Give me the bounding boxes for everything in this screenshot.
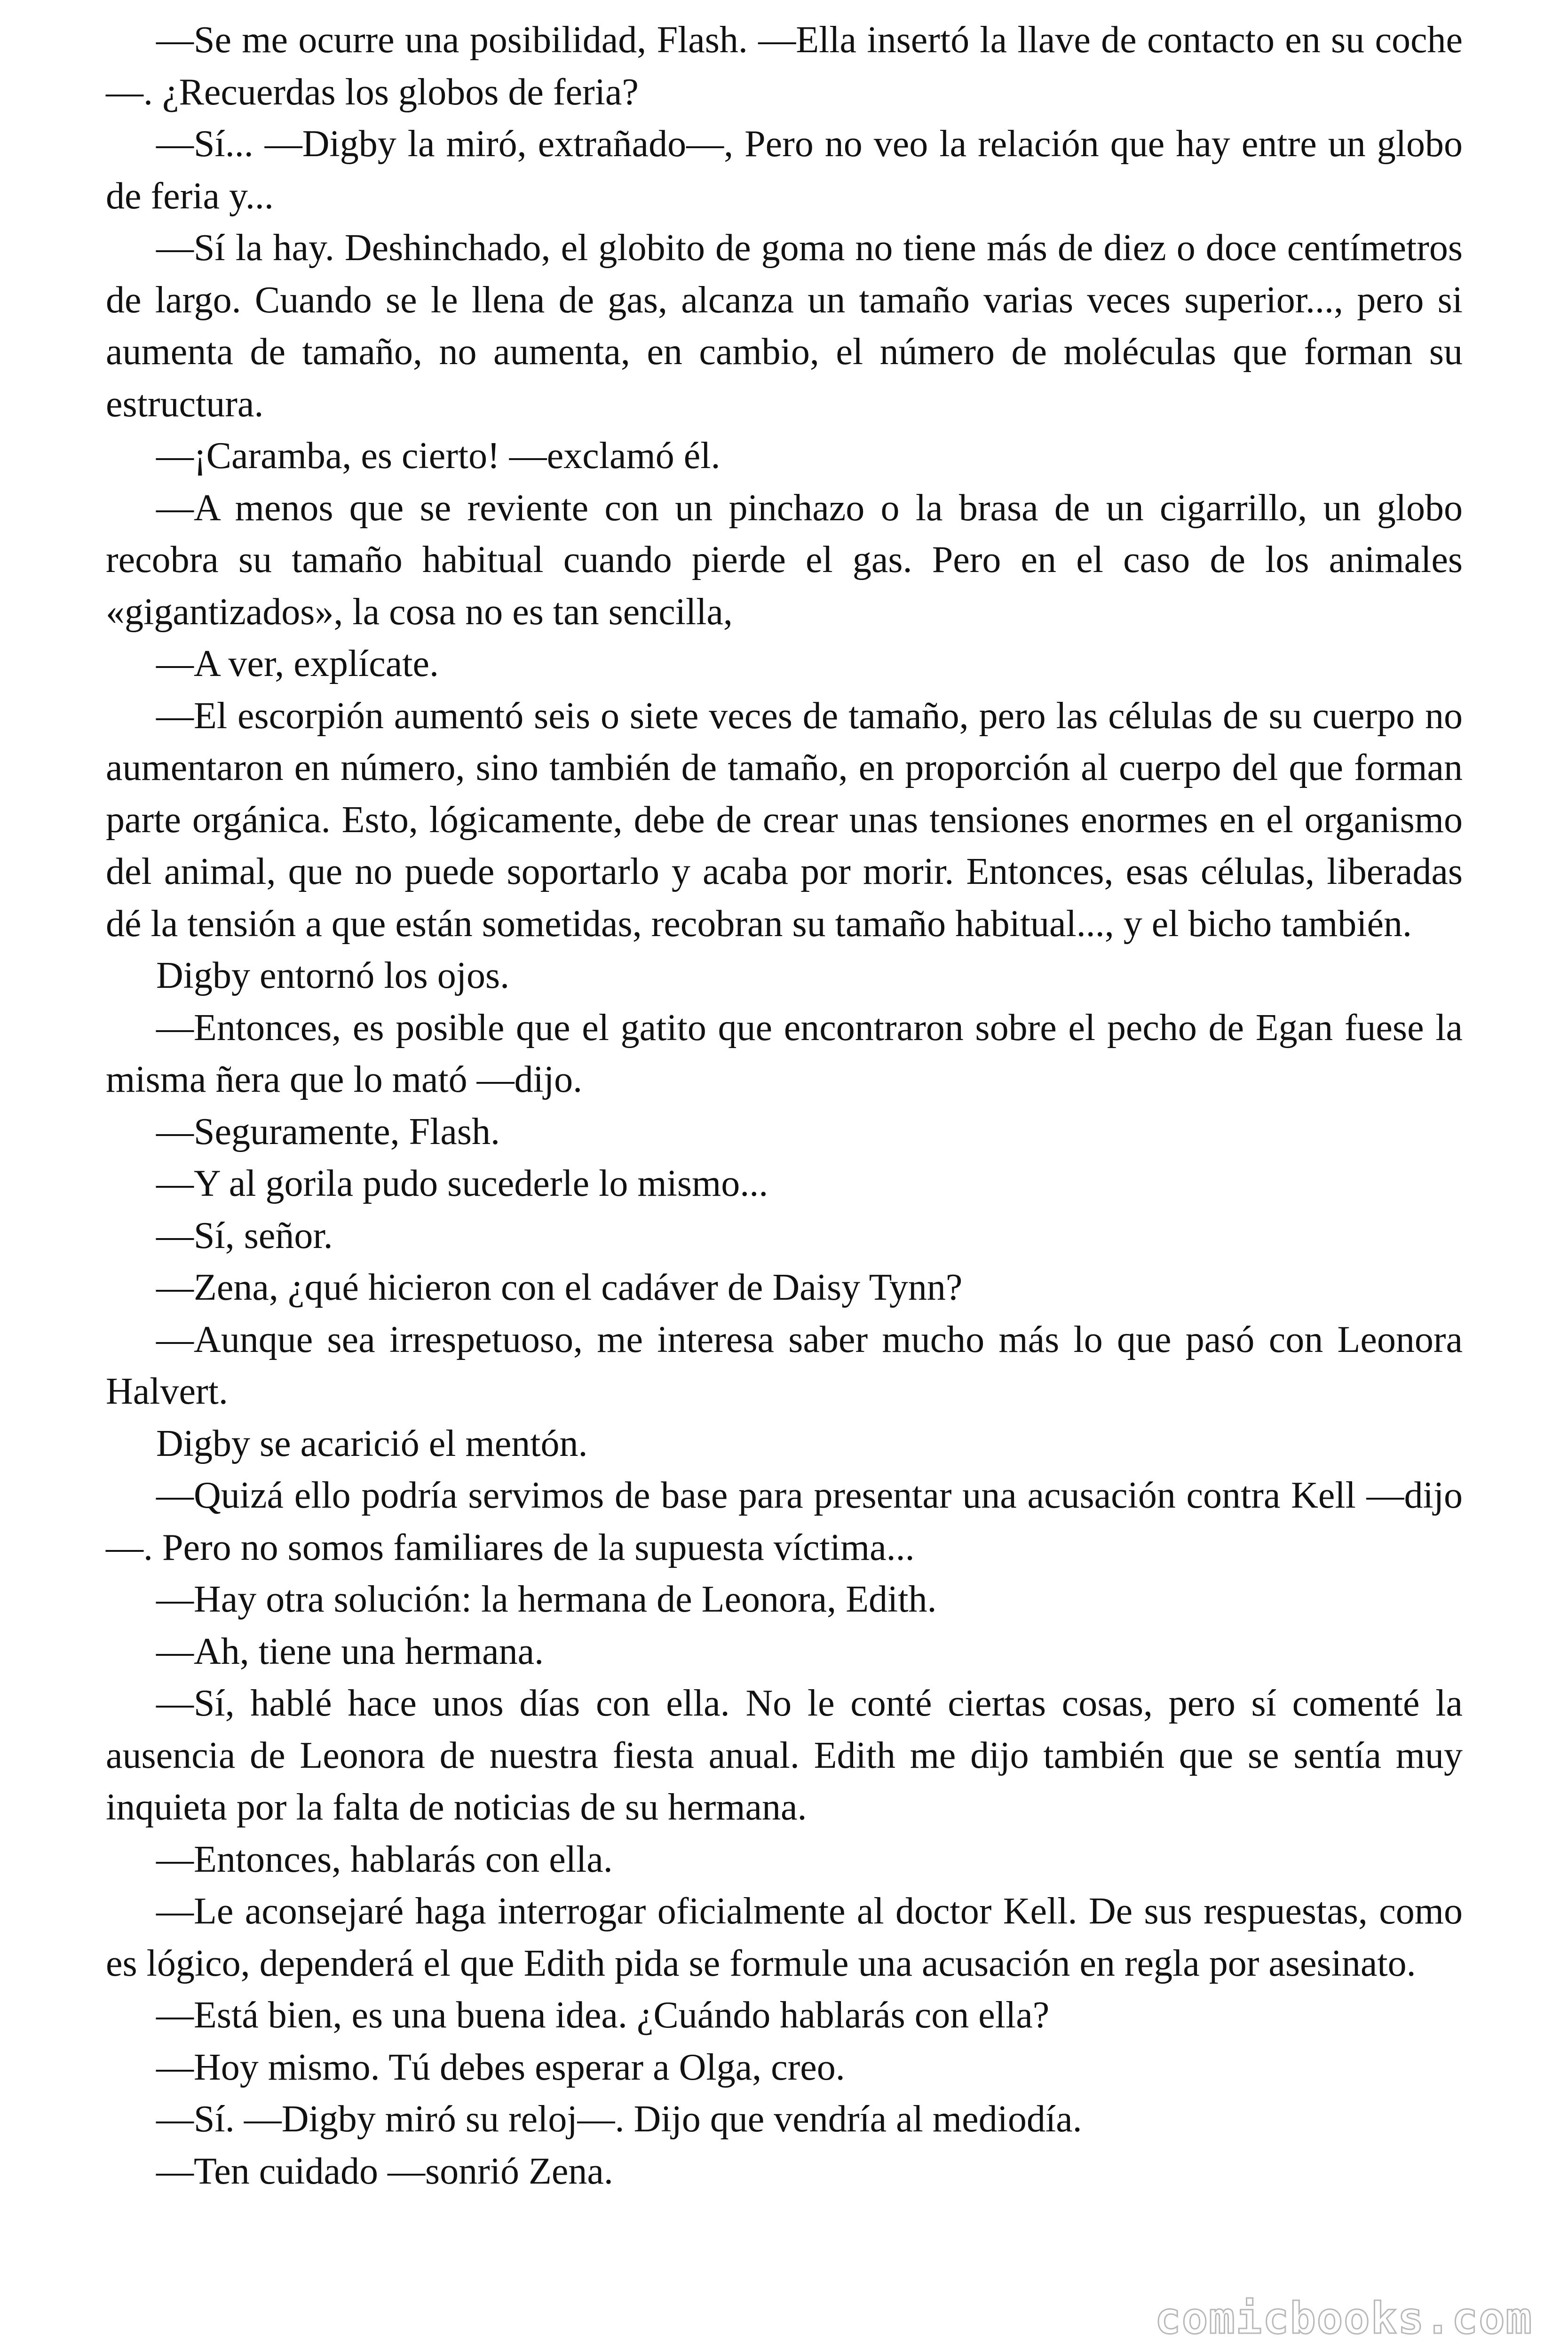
paragraph: —¡Caramba, es cierto! —exclamó él. <box>156 435 721 477</box>
paragraph: —Sí, hablé hace unos días con ella. No le conté ciertas cosas, pero sí comenté la ausencia de Leonora de nuestra fiesta anual. Edith me dijo también que se sentía muy inquieta por la falta de noticias de su hermana. <box>106 1683 1463 1828</box>
paragraph: —Quizá ello podría servimos de base para presentar una acusación contra Kell —dijo—. Pero no somos familiares de la supuesta víctima... <box>106 1475 1463 1568</box>
paragraph: —Y al gorila pudo sucederle lo mismo... <box>156 1163 768 1204</box>
paragraph: —Entonces, es posible que el gatito que encontraron sobre el pecho de Egan fuese la misma ñera que lo mató —dijo. <box>106 1007 1463 1100</box>
paragraph: —Ten cuidado —sonrió Zena. <box>156 2150 613 2192</box>
paragraph: —Entonces, hablarás con ella. <box>156 1838 613 1880</box>
paragraph: —Sí. —Digby miró su reloj—. Dijo que vendría al mediodía. <box>156 2098 1082 2140</box>
paragraph: —Le aconsejaré haga interrogar oficialmente al doctor Kell. De sus respuestas, como es lógico, dependerá el que Edith pida se formule una acusación en regla por asesinato. <box>106 1891 1463 1984</box>
paragraph: Digby se acarició el mentón. <box>156 1422 588 1464</box>
paragraph: —Sí, señor. <box>156 1215 333 1256</box>
paragraph: —Sí... —Digby la miró, extrañado—, Pero no veo la relación que hay entre un globo de feria y... <box>106 123 1463 217</box>
paragraph: —A menos que se reviente con un pinchazo o la brasa de un cigarrillo, un globo recobra su tamaño habitual cuando pierde el gas. Pero en el caso de los animales «gigantizados», la cosa no es tan sencilla, <box>106 487 1463 633</box>
paragraph: —Sí la hay. Deshinchado, el globito de goma no tiene más de diez o doce centímetros de largo. Cuando se le llena de gas, alcanza un tamaño varias veces superior..., pero si aumenta de tamaño, no aumenta, en cambio, el número de moléculas que forman su estructura. <box>106 227 1463 425</box>
watermark-text: comicbooks.com <box>1155 2293 1533 2344</box>
paragraph: —Hoy mismo. Tú debes esperar a Olga, creo. <box>156 2046 845 2088</box>
paragraph: —Aunque sea irrespetuoso, me interesa saber mucho más lo que pasó con Leonora Halvert. <box>106 1319 1463 1412</box>
paragraph: —Seguramente, Flash. <box>156 1111 500 1152</box>
paragraph: —A ver, explícate. <box>156 643 439 684</box>
paragraph: —Hay otra solución: la hermana de Leonora, Edith. <box>156 1579 937 1620</box>
paragraph: —Se me ocurre una posibilidad, Flash. —Ella insertó la llave de contacto en su coche—. ¿Recuerdas los globos de feria? <box>106 19 1463 113</box>
paragraph: —El escorpión aumentó seis o siete veces de tamaño, pero las células de su cuerpo no aumentaron en número, sino también de tamaño, en proporción al cuerpo del que forman parte orgánica. Esto, lógicamente, debe de crear unas tensiones enormes en el organismo del animal, que no puede soportarlo y acaba por morir. Entonces, esas células, liberadas dé la tensión a que están sometidas, recobran su tamaño habitual..., y el bicho también. <box>106 695 1463 945</box>
paragraph: —Ah, tiene una hermana. <box>156 1630 544 1672</box>
paragraph: —Está bien, es una buena idea. ¿Cuándo hablarás con ella? <box>156 1994 1050 2036</box>
book-page-text <box>106 14 1463 2197</box>
paragraph: Digby entornó los ojos. <box>156 955 510 996</box>
paragraph: —Zena, ¿qué hicieron con el cadáver de Daisy Tynn? <box>156 1267 963 1308</box>
